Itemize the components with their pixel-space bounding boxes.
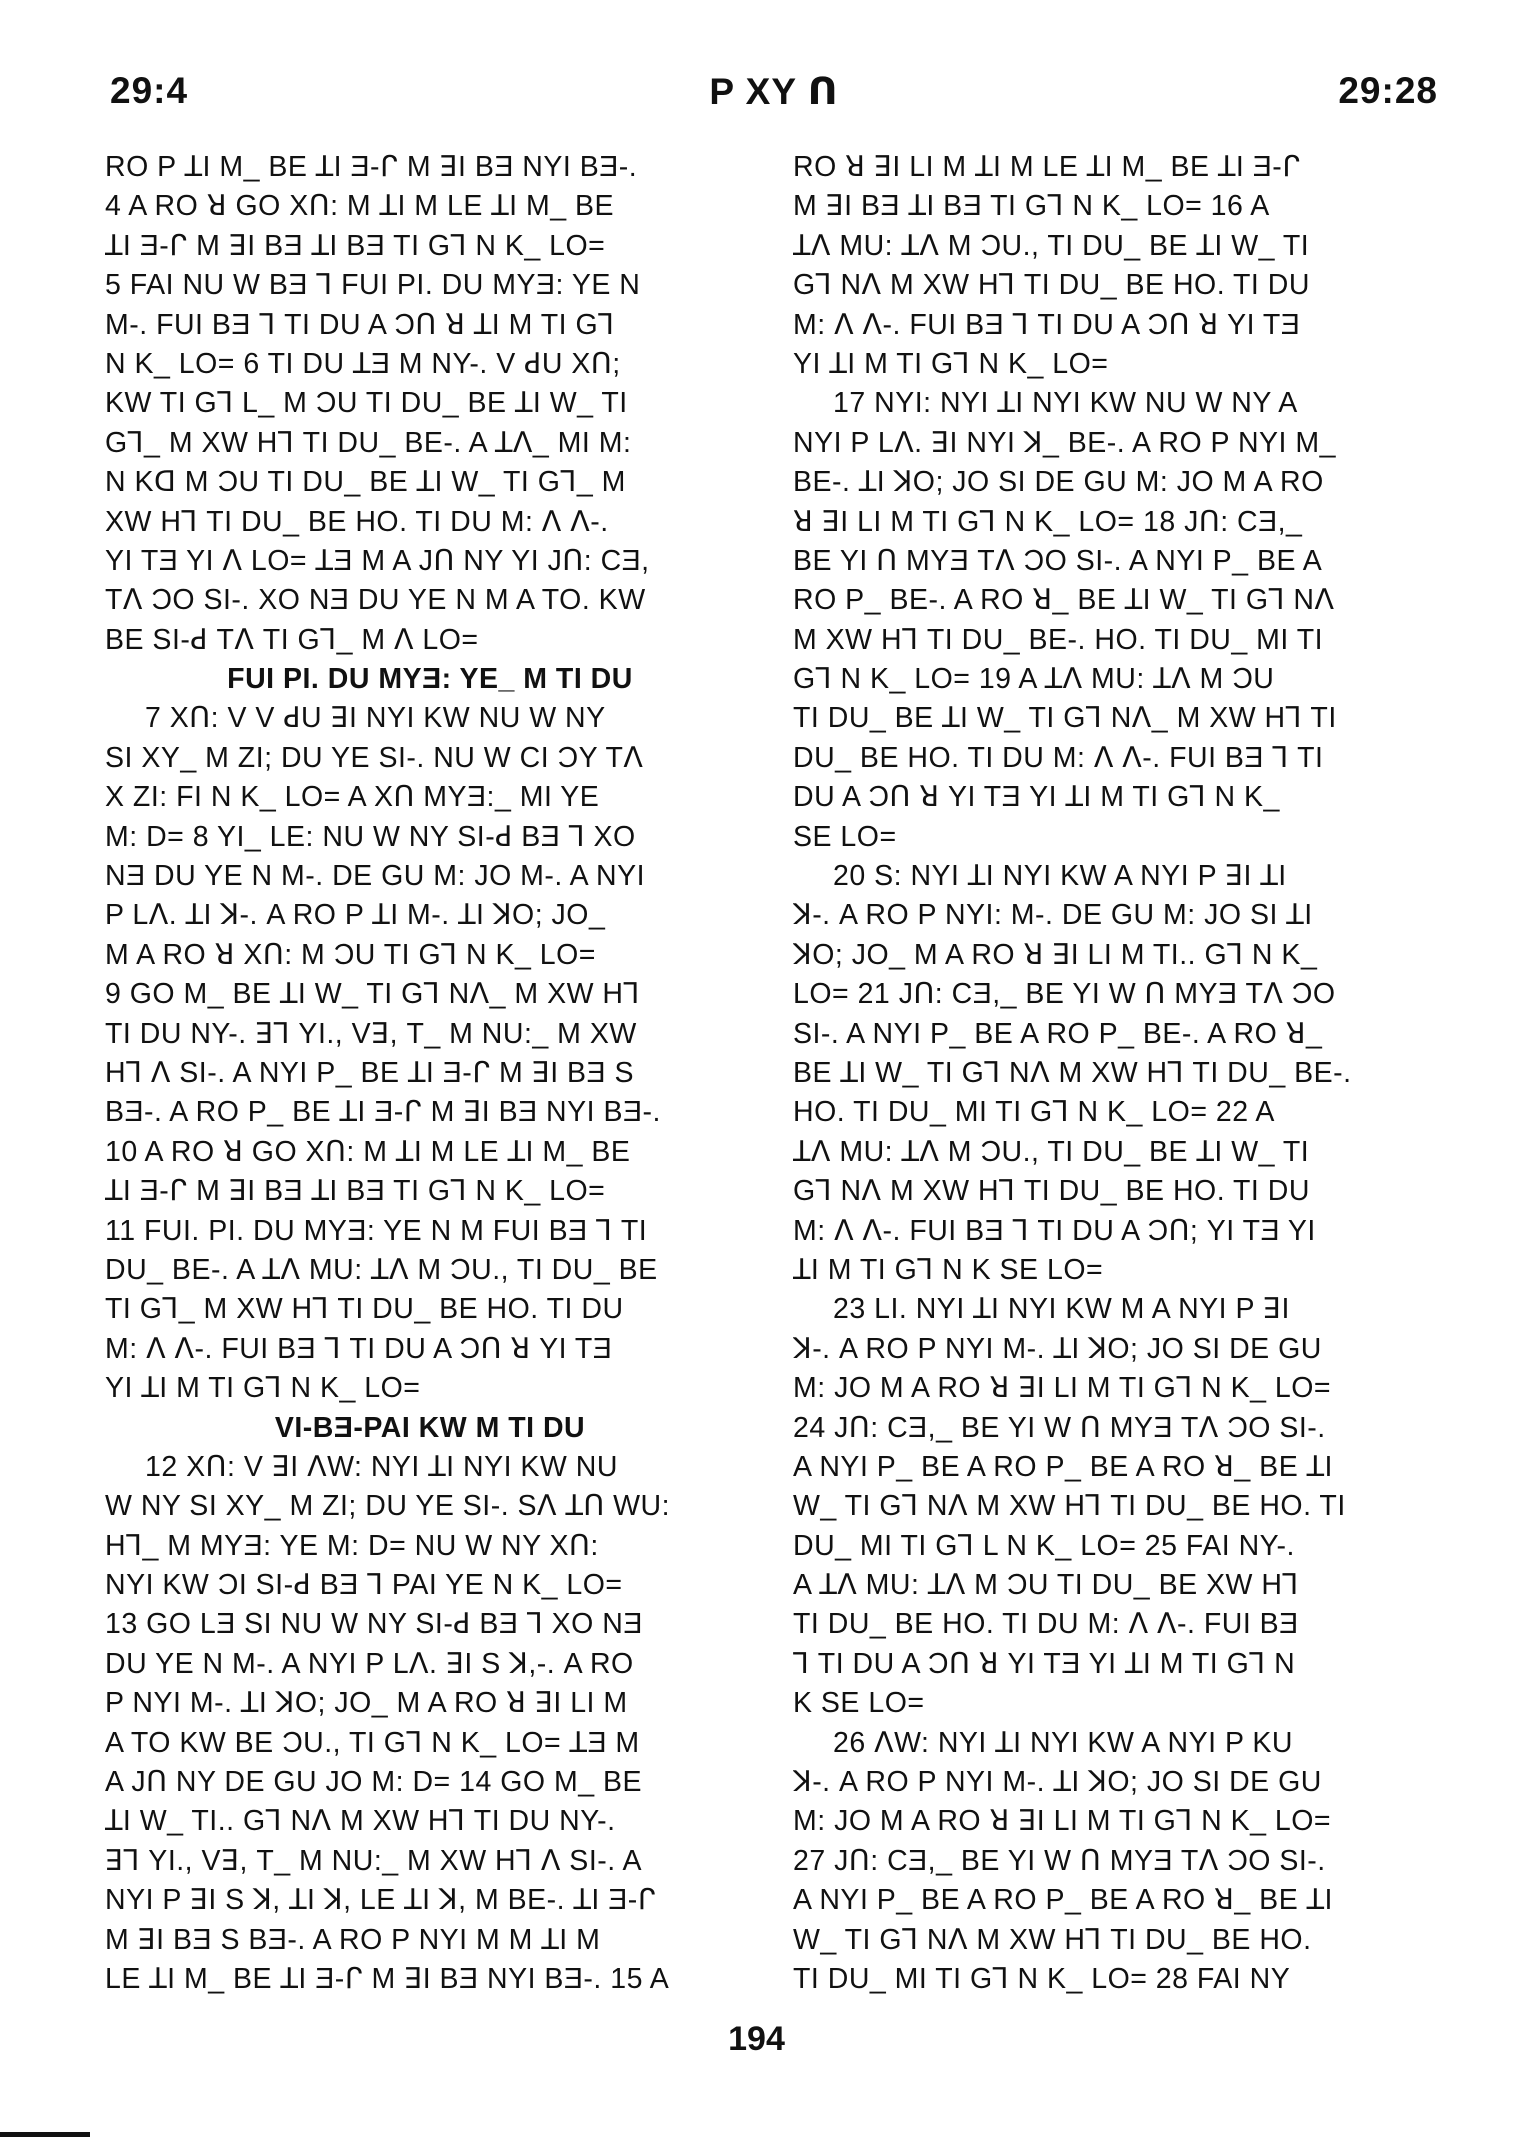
text-line: ꓘ-. A RO P NYI M-. ꓕI ꓘO; JO SI DE GU (793, 1766, 1322, 1799)
text-line: A TO KW BE ƆU., TI Gꓶ N K_ LO= ꓕƎ M (105, 1726, 640, 1759)
text-line: A NYI P_ BE A RO P_ BE A RO ꓤ_ BE ꓕI (793, 1450, 1333, 1483)
text-line: M: ꓥ ꓥ-. FUI BƎ ꓶ TI DU A Ɔꓵ; YI TƎ YI (793, 1214, 1316, 1247)
text-line: DU_ MI TI Gꓶ L N K_ LO= 25 FAI NY-. (793, 1529, 1295, 1562)
text-columns (105, 148, 1440, 1995)
text-line: M A RO ꓤ Xꓵ: M ƆU TI Gꓶ N K_ LO= (105, 938, 596, 971)
text-line: DU_ BE-. A ꓕꓥ MU: ꓕꓥ M ƆU., TI DU_ BE (105, 1253, 658, 1286)
corner-rule (0, 2132, 90, 2137)
text-line: A NYI P_ BE A RO P_ BE A RO ꓤ_ BE ꓕI (793, 1884, 1333, 1917)
text-line: M ꓱI BƎ S BƎ-. A RO P NYI M M ꓕI M (105, 1923, 601, 1956)
text-line: ꓕI M TI Gꓶ N K SE LO= (793, 1253, 1104, 1286)
text-line: A Jꓵ NY DE GU JO M: D= 14 GO M_ BE (105, 1766, 643, 1799)
text-line: DU_ BE HO. TI DU M: ꓥ ꓥ-. FUI BƎ ꓶ TI (793, 741, 1324, 774)
text-line: 10 A RO ꓤ GO Xꓵ: M ꓕI M LE ꓕI M_ BE (105, 1135, 631, 1168)
text-line: YI ꓕI M TI Gꓶ N K_ LO= (793, 347, 1109, 380)
text-line: XW Hꓶ TI DU_ BE HO. TI DU M: ꓥ ꓥ-. (105, 505, 609, 538)
text-line: M: D= 8 YI_ LE: NU W NY SI-ꓒ BƎ ꓶ XO (105, 820, 636, 853)
text-line: 5 FAI NU W BƎ ꓶ FUI PI. DU MYƎ: YE N (105, 269, 641, 302)
text-line: W_ TI Gꓶ Nꓥ M XW Hꓶ TI DU_ BE HO. (793, 1923, 1312, 1956)
text-line: YI ꓕI M TI Gꓶ N K_ LO= (105, 1372, 421, 1405)
right-column (793, 148, 1443, 1999)
text-line: BE YI ꓵ MYƎ Tꓥ ƆO SI-. A NYI P_ BE A (793, 544, 1323, 577)
text-line: P Lꓥ. ꓕI ꓘ-. A RO P ꓕI M-. ꓕI ꓘO; JO_ (105, 899, 606, 932)
text-line: 17 NYI: NYI ꓕI NYI KW NU W NY A (833, 387, 1298, 420)
text-line: BE SI-ꓒ Tꓥ TI Gꓶ_ M ꓥ LO= (105, 623, 479, 656)
text-line: ꓶ TI DU A Ɔꓵ ꓤ YI TƎ YI ꓕI M TI Gꓶ N (793, 1647, 1296, 1680)
text-line: BE ꓕI W_ TI Gꓶ Nꓥ M XW Hꓶ TI DU_ BE-. (793, 1056, 1352, 1089)
text-line: 4 A RO ꓤ GO Xꓵ: M ꓕI M LE ꓕI M_ BE (105, 190, 615, 223)
text-line: NYI P Lꓥ. ꓱI NYI ꓘ_ BE-. A RO P NYI M_ (793, 426, 1336, 459)
text-line: TI DU_ BE ꓕI W_ TI Gꓶ Nꓥ_ M XW Hꓶ TI (793, 702, 1337, 735)
text-line: TI DU_ MI TI Gꓶ N K_ LO= 28 FAI NY (793, 1962, 1291, 1995)
section-heading: VI-BƎ-PAI KW M TI DU (274, 1411, 586, 1444)
text-line: ꓱꓶ YI., Vꓱ, T_ M NU:_ M XW Hꓶ ꓥ SI-. A (105, 1844, 642, 1877)
text-line: M ꓱI BƎ ꓕI BƎ TI Gꓶ N K_ LO= 16 A (793, 190, 1270, 223)
text-line: N K_ LO= 6 TI DU ꓕƎ M NY-. V ꓒU Xꓵ; (105, 347, 621, 380)
text-line: SI XY_ M ZI; DU YE SI-. NU W CI ƆY Tꓥ (105, 741, 644, 774)
section-heading: FUI PI. DU MYƎ: YE_ M TI DU (227, 663, 633, 696)
text-line: SI-. A NYI P_ BE A RO P_ BE-. A RO ꓤ_ (793, 1017, 1323, 1050)
page-number: 194 (728, 2020, 785, 2058)
text-line: K SE LO= (793, 1687, 925, 1720)
text-line: 11 FUI. PI. DU MYƎ: YE N M FUI BƎ ꓶ TI (105, 1214, 648, 1247)
text-line: NƎ DU YE N M-. DE GU M: JO M-. A NYI (105, 860, 646, 893)
header-right-reference: 29:28 (1338, 70, 1438, 111)
text-line: DU A Ɔꓵ ꓤ YI TƎ YI ꓕI M TI Gꓶ N K_ (793, 781, 1280, 814)
page-header (110, 70, 1438, 120)
text-line: Tꓥ ƆO SI-. XO NƎ DU YE N M A TO. KW (105, 584, 646, 617)
text-line: LE ꓕI M_ BE ꓕI Ǝ-ᒋ M ꓱI BƎ NYI BƎ-. 15 A (105, 1962, 670, 1995)
text-line: Gꓶ_ M XW Hꓶ TI DU_ BE-. A ꓕꓥ_ MI M: (105, 426, 632, 459)
text-line: X ZI: FI N K_ LO= A Xꓵ MYƎ:_ MI YE (105, 781, 600, 814)
text-line: A ꓕꓥ MU: ꓕꓥ M ƆU TI DU_ BE XW Hꓶ (793, 1569, 1299, 1602)
text-line: M: ꓥ ꓥ-. FUI BƎ ꓶ TI DU A Ɔꓵ ꓤ YI TƎ (105, 1332, 613, 1365)
text-line: 9 GO M_ BE ꓕI W_ TI Gꓶ Nꓥ_ M XW Hꓶ (105, 978, 640, 1011)
text-line: ꓘ-. A RO P NYI: M-. DE GU M: JO SI ꓕI (793, 899, 1313, 932)
text-line: 24 Jꓵ: CƎ,_ BE YI W ꓵ MYƎ Tꓥ ƆO SI-. (793, 1411, 1326, 1444)
text-line: M-. FUI BƎ ꓶ TI DU A Ɔꓵ ꓤ ꓕI M TI Gꓶ (105, 308, 615, 341)
text-line: TI DU NY-. ꓱꓶ YI., Vꓱ, T_ M NU:_ M XW (105, 1017, 637, 1050)
text-line: N Kꓷ M ƆU TI DU_ BE ꓕI W_ TI Gꓶ_ M (105, 466, 626, 499)
text-line: W_ TI Gꓶ Nꓥ M XW Hꓶ TI DU_ BE HO. TI (793, 1490, 1346, 1523)
header-left-reference: 29:4 (110, 70, 189, 111)
text-line: M XW Hꓶ TI DU_ BE-. HO. TI DU_ MI TI (793, 623, 1324, 656)
text-line: 12 Xꓵ: V ꓱI ꓥW: NYI ꓕI NYI KW NU (145, 1450, 618, 1483)
text-line: Hꓶ ꓥ SI-. A NYI P_ BE ꓕI Ǝ-ᒋ M ꓱI BƎ S (105, 1056, 634, 1089)
text-line: RO P ꓕI M_ BE ꓕI Ǝ-ᒋ M ꓱI BƎ NYI BƎ-. (105, 151, 638, 183)
text-line: M: JO M A RO ꓤ ꓱI LI M TI Gꓶ N K_ LO= (793, 1805, 1332, 1838)
text-line: ꓕI W_ TI.. Gꓶ Nꓥ M XW Hꓶ TI DU NY-. (105, 1805, 616, 1838)
text-line: DU YE N M-. A NYI P Lꓥ. ꓱI S ꓘ,-. A RO (105, 1647, 634, 1680)
text-line: W NY SI XY_ M ZI; DU YE SI-. Sꓥ ꓕꓵ WU: (105, 1490, 671, 1523)
text-line: BƎ-. A RO P_ BE ꓕI Ǝ-ᒋ M ꓱI BƎ NYI BƎ-. (105, 1096, 661, 1129)
text-line: YI TƎ YI ꓥ LO= ꓕƎ M A Jꓵ NY YI Jꓵ: CƎ, (105, 544, 650, 577)
text-line: HO. TI DU_ MI TI Gꓶ N K_ LO= 22 A (793, 1096, 1275, 1129)
text-line: TI DU_ BE HO. TI DU M: ꓥ ꓥ-. FUI BƎ (793, 1608, 1299, 1641)
header-book-title: P XY ꓵ (709, 71, 839, 112)
text-line: NYI P ꓱI S ꓘ, ꓕI ꓘ, LE ꓕI ꓘ, M BE-. ꓕI Ǝ-ᒋ (105, 1884, 657, 1917)
text-line: ꓘ-. A RO P NYI M-. ꓕI ꓘO; JO SI DE GU (793, 1332, 1322, 1365)
text-line: ꓕꓥ MU: ꓕꓥ M ƆU., TI DU_ BE ꓕI W_ TI (793, 1135, 1310, 1168)
text-line: BE-. ꓕI ꓘO; JO SI DE GU M: JO M A RO (793, 466, 1324, 499)
text-line: ꓕꓥ MU: ꓕꓥ M ƆU., TI DU_ BE ꓕI W_ TI (793, 229, 1310, 262)
text-line: 13 GO LƎ SI NU W NY SI-ꓒ BƎ ꓶ XO NƎ (105, 1608, 643, 1641)
text-line: ꓤ ꓱI LI M TI Gꓶ N K_ LO= 18 Jꓵ: CƎ,_ (793, 505, 1303, 538)
text-line: ꓕI Ǝ-ᒋ M ꓱI BƎ ꓕI BƎ TI Gꓶ N K_ LO= (105, 229, 606, 262)
text-line: ꓕI Ǝ-ᒋ M ꓱI BƎ ꓕI BƎ TI Gꓶ N K_ LO= (105, 1175, 606, 1208)
text-line: ꓘO; JO_ M A RO ꓤ ꓱI LI M TI.. Gꓶ N K_ (793, 938, 1318, 971)
text-line: TI Gꓶ_ M XW Hꓶ TI DU_ BE HO. TI DU (105, 1293, 624, 1326)
text-line: M: JO M A RO ꓤ ꓱI LI M TI Gꓶ N K_ LO= (793, 1372, 1332, 1405)
text-line: 20 S: NYI ꓕI NYI KW A NYI P ꓱI ꓕI (833, 860, 1287, 893)
text-line: P NYI M-. ꓕI ꓘO; JO_ M A RO ꓤ ꓱI LI M (105, 1687, 628, 1720)
text-line: 27 Jꓵ: CƎ,_ BE YI W ꓵ MYƎ Tꓥ ƆO SI-. (793, 1844, 1326, 1877)
text-line: 23 LI. NYI ꓕI NYI KW M A NYI P ꓱI (833, 1293, 1290, 1326)
text-line: KW TI Gꓶ L_ M ƆU TI DU_ BE ꓕI W_ TI (105, 387, 628, 420)
left-column (105, 148, 755, 1999)
text-line: M: ꓥ ꓥ-. FUI BƎ ꓶ TI DU A Ɔꓵ ꓤ YI TƎ (793, 308, 1301, 341)
text-line: 26 ꓥW: NYI ꓕI NYI KW A NYI P KU (833, 1726, 1293, 1759)
text-line: Gꓶ Nꓥ M XW Hꓶ TI DU_ BE HO. TI DU (793, 1175, 1310, 1208)
text-line: Hꓶ_ M MYƎ: YE M: D= NU W NY Xꓵ: (105, 1529, 599, 1562)
text-line: NYI KW ƆI SI-ꓒ BƎ ꓶ PAI YE N K_ LO= (105, 1569, 623, 1602)
text-line: RO P_ BE-. A RO ꓤ_ BE ꓕI W_ TI Gꓶ Nꓥ (793, 584, 1335, 617)
text-line: Gꓶ Nꓥ M XW Hꓶ TI DU_ BE HO. TI DU (793, 269, 1310, 302)
text-line: SE LO= (793, 820, 897, 853)
text-line: 7 Xꓵ: V V ꓒU ꓱI NYI KW NU W NY (145, 702, 606, 735)
text-line: Gꓶ N K_ LO= 19 A ꓕꓥ MU: ꓕꓥ M ƆU (793, 663, 1275, 696)
text-line: LO= 21 Jꓵ: CƎ,_ BE YI W ꓵ MYƎ Tꓥ ƆO (793, 978, 1336, 1011)
text-line: RO ꓤ ꓱI LI M ꓕI M LE ꓕI M_ BE ꓕI Ǝ-ᒋ (793, 151, 1301, 183)
